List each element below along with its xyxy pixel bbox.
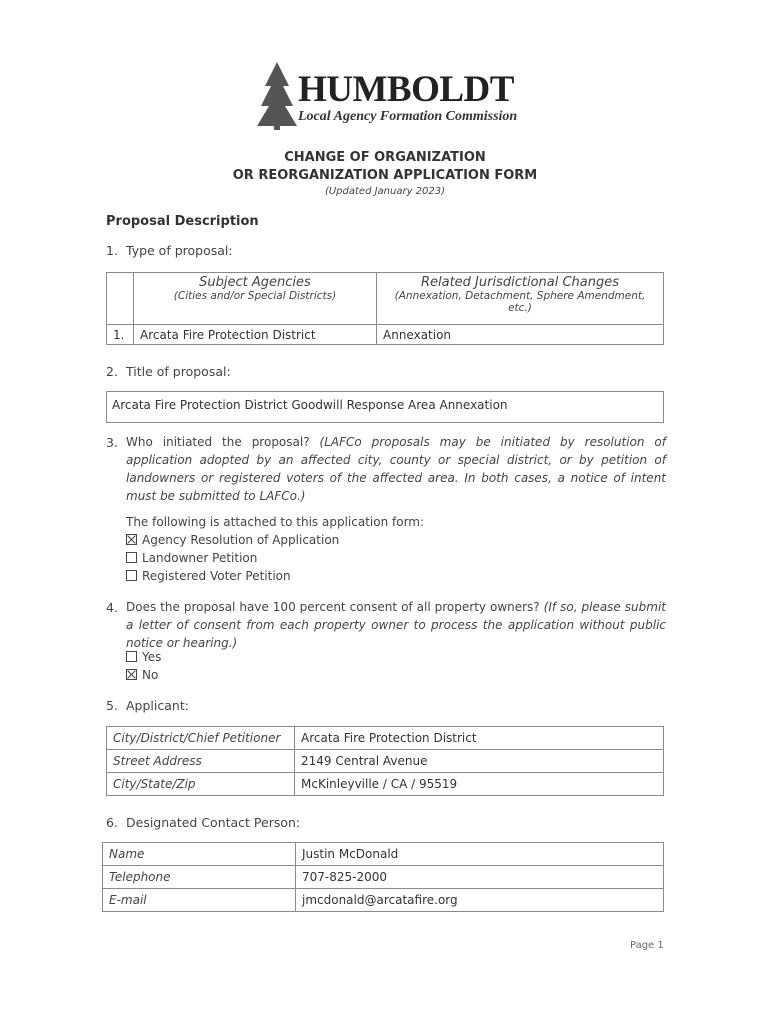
contact-table [102, 842, 664, 912]
q6-label: 6. Designated Contact Person: [106, 815, 301, 830]
option-landowner-petition[interactable]: Landowner Petition [126, 549, 257, 567]
option-registered-voter-petition[interactable]: Registered Voter Petition [126, 567, 291, 585]
option-no[interactable]: No [126, 666, 158, 684]
col-jurisdictional-changes-header: Related Jurisdictional Changes (Annexation, Detachment, Sphere Amendment, etc.) [377, 273, 664, 325]
table-row: Name Justin McDonald [103, 843, 664, 866]
telephone-value[interactable]: 707-825-2000 [296, 866, 664, 889]
contact-name-value[interactable]: Justin McDonald [296, 843, 664, 866]
table-row: City/District/Chief Petitioner Arcata Fire Protection District [107, 727, 664, 750]
q4-text: Does the proposal have 100 percent consent of all property owners? (If so, please submit a letter of consent from each property owner to process the application without public notice or hearing.) [126, 600, 666, 650]
agency-cell: Arcata Fire Protection District [134, 325, 377, 345]
email-value[interactable]: jmcdonald@arcatafire.org [296, 889, 664, 912]
street-address-value[interactable]: 2149 Central Avenue [295, 750, 664, 773]
q2-label: 2. Title of proposal: [106, 364, 231, 379]
checkbox-icon[interactable] [126, 570, 137, 581]
city-state-zip-value[interactable]: McKinleyville / CA / 95519 [295, 773, 664, 796]
section-heading: Proposal Description [106, 214, 259, 229]
change-cell: Annexation [377, 325, 664, 345]
form-title-line1: CHANGE OF ORGANIZATION [284, 150, 486, 165]
logo-title: HUMBOLDT [298, 69, 514, 110]
col-subject-agencies-header: Subject Agencies (Cities and/or Special Districts) [134, 273, 377, 325]
attached-label: The following is attached to this application form: [126, 515, 425, 529]
subject-agencies-table [106, 272, 664, 345]
table-row: E-mail jmcdonald@arcatafire.org [103, 889, 664, 912]
option-agency-resolution[interactable]: Agency Resolution of Application [126, 531, 339, 549]
checkbox-checked-icon[interactable] [126, 534, 137, 545]
checkbox-checked-icon[interactable] [126, 669, 137, 680]
checkbox-icon[interactable] [126, 552, 137, 563]
applicant-table [106, 726, 664, 796]
q3-number: 3. [106, 435, 118, 450]
page-number: Page 1 [630, 940, 664, 951]
proposal-title-field[interactable]: Arcata Fire Protection District Goodwill Response Area Annexation [106, 391, 664, 423]
q5-label: 5. Applicant: [106, 698, 189, 713]
tree-icon [255, 60, 303, 130]
table-row: Street Address 2149 Central Avenue [107, 750, 664, 773]
q4-number: 4. [106, 600, 118, 615]
table-row: 1. Arcata Fire Protection District Annexation [107, 325, 664, 345]
checkbox-icon[interactable] [126, 651, 137, 662]
option-yes[interactable]: Yes [126, 648, 161, 666]
table-row: City/State/Zip McKinleyville / CA / 95519 [107, 773, 664, 796]
table-row: Telephone 707-825-2000 [103, 866, 664, 889]
q1-label: 1. Type of proposal: [106, 243, 233, 258]
updated-note: (Updated January 2023) [324, 186, 446, 197]
form-title-line2: OR REORGANIZATION APPLICATION FORM [232, 168, 538, 183]
applicant-value[interactable]: Arcata Fire Protection District [295, 727, 664, 750]
logo-subtitle: Local Agency Formation Commission [298, 109, 518, 124]
q3-text: Who initiated the proposal? (LAFCo proposals may be initiated by resolution of application adopted by an affected city, county or special district, or by petition of landowners or registered voters of the affected area. In both cases, a notice of intent must be submitted to LAFCo.) [126, 435, 666, 503]
